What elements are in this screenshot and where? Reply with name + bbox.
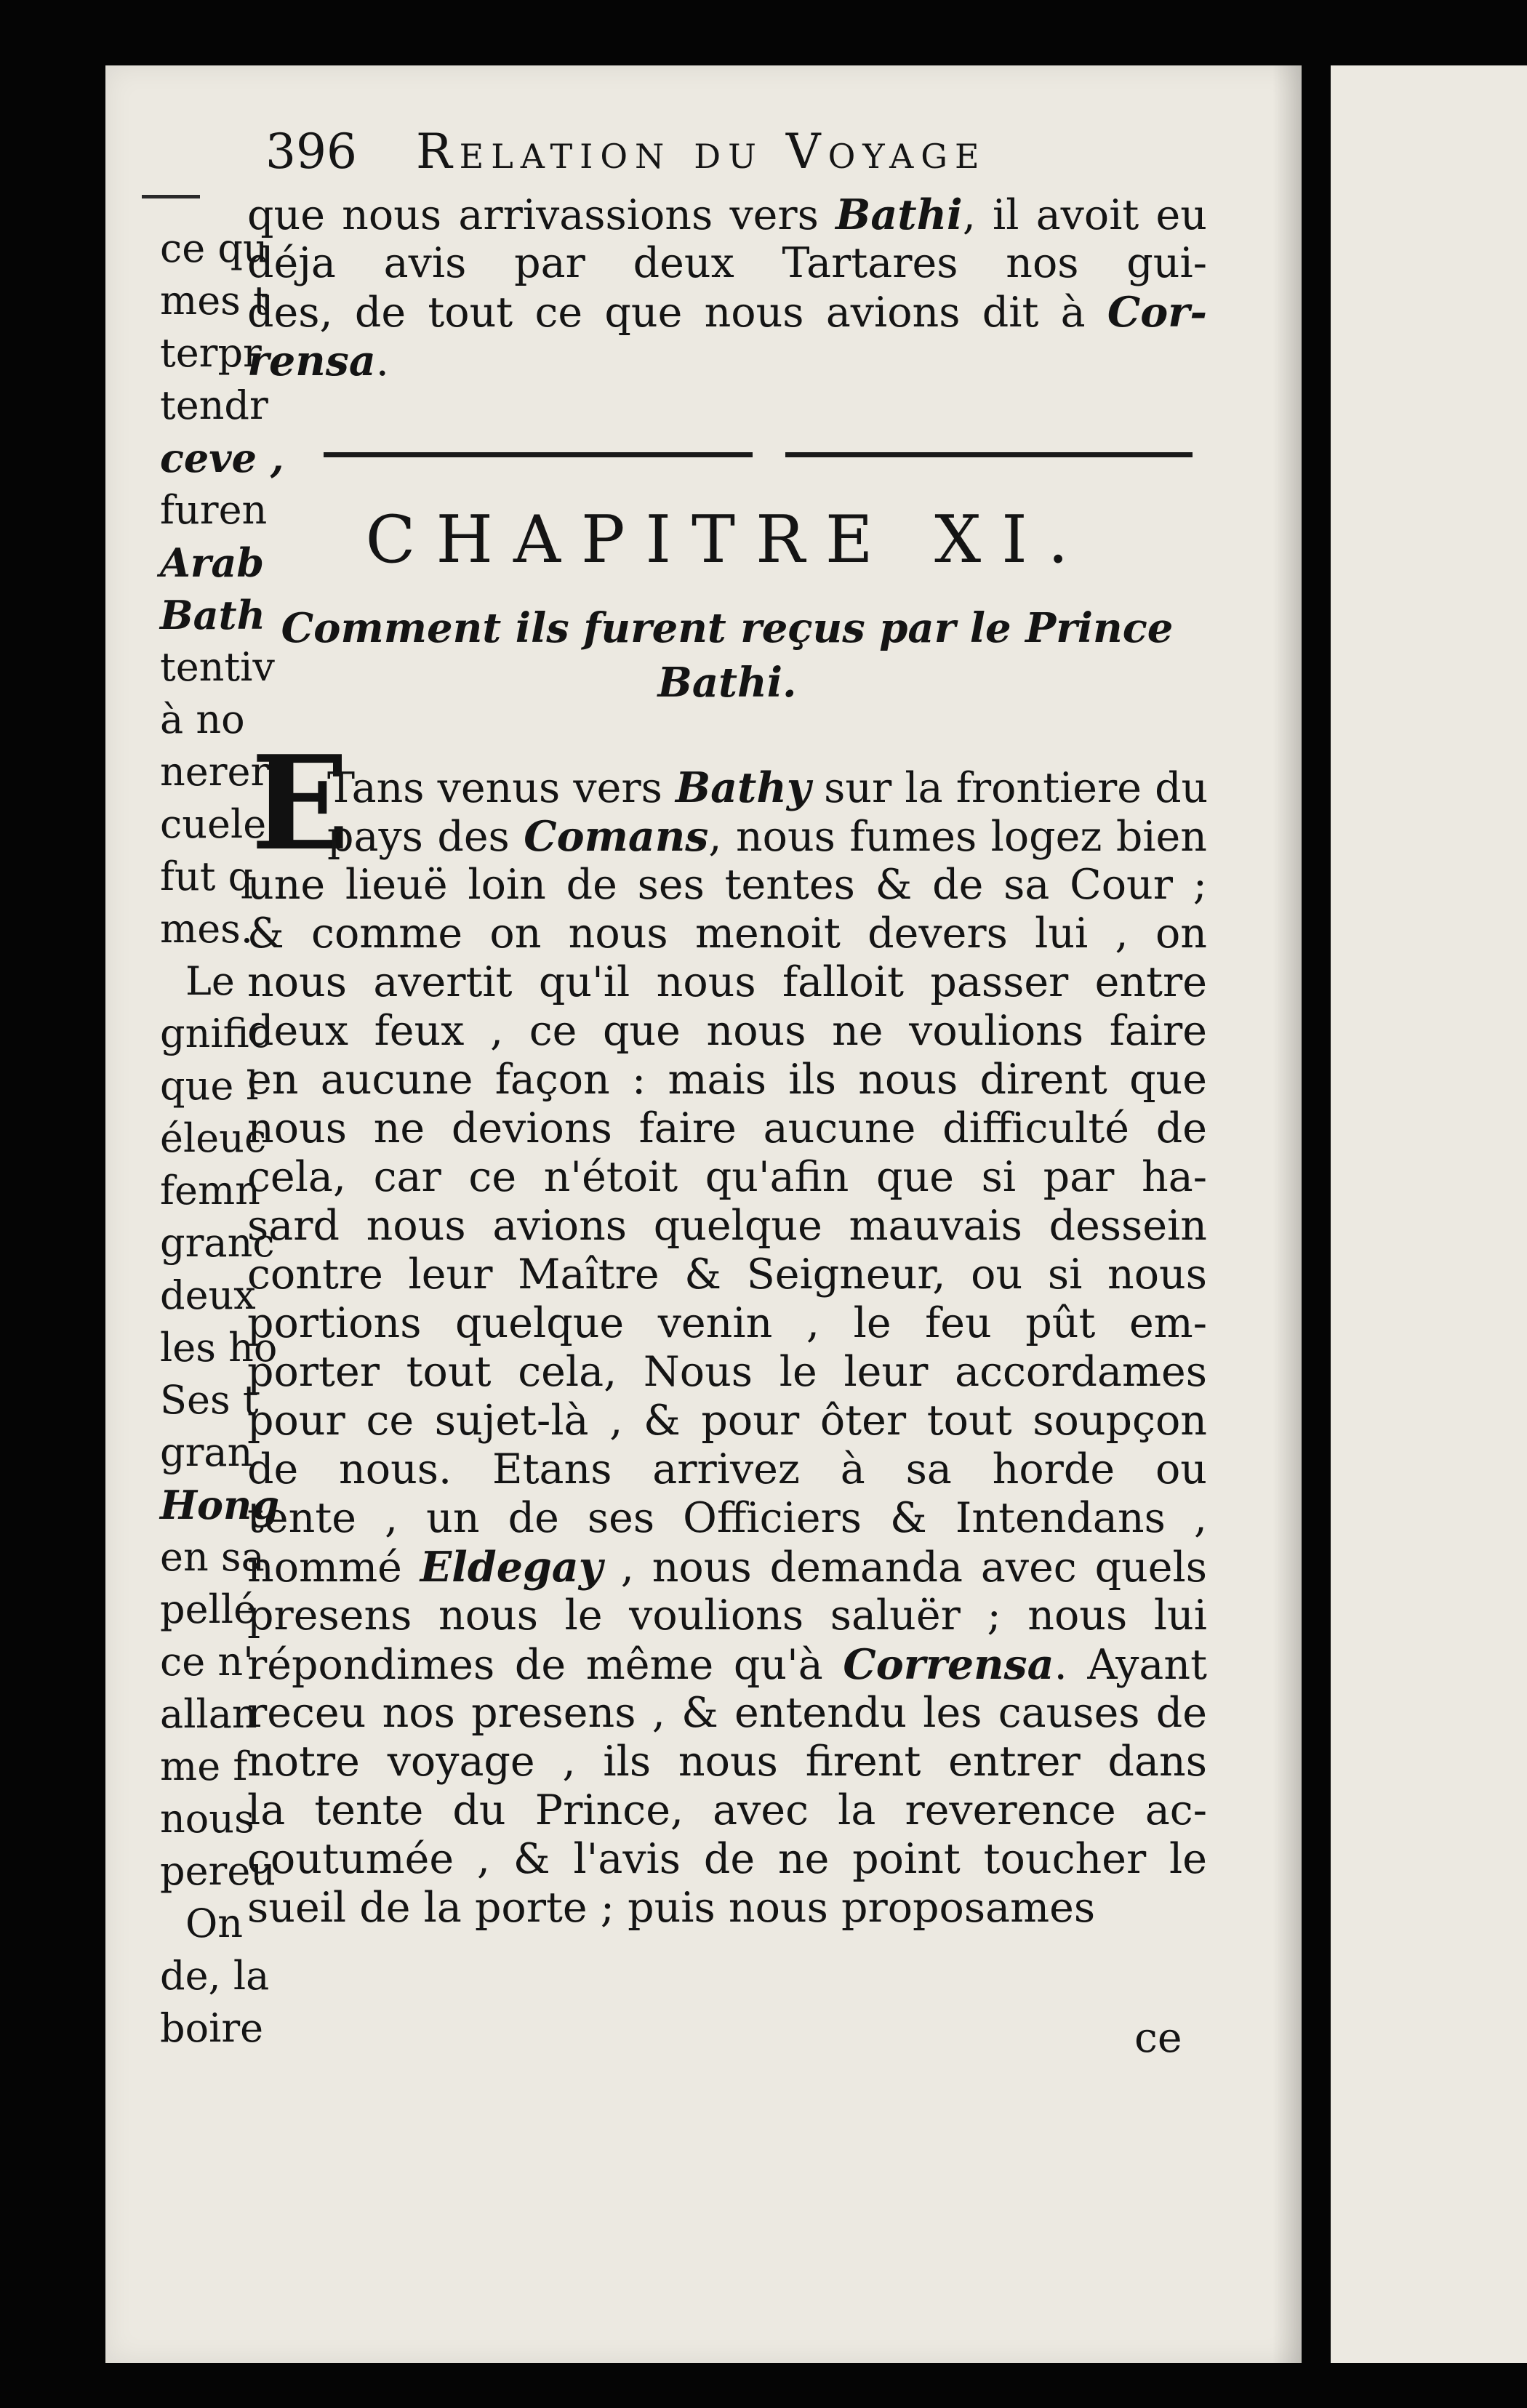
facing-page-line: furen: [160, 487, 268, 533]
chapter-subtitle-line-1: Comment ils furent reçus par le Prince: [281, 604, 1174, 652]
running-header: [265, 124, 987, 180]
facing-page-line: fut q: [160, 854, 254, 899]
facing-page-line: Hong: [160, 1482, 280, 1528]
facing-page-line: Le: [185, 958, 235, 1004]
facing-page-line: terpr: [160, 330, 262, 376]
facing-page-line: à no: [160, 697, 245, 742]
facing-page-line: me f: [160, 1743, 248, 1789]
text-line: rensa.: [247, 337, 389, 385]
facing-page-line: allan: [160, 1691, 257, 1737]
facing-page-line: les ho: [160, 1325, 278, 1370]
facing-page-line: gnific: [160, 1011, 271, 1056]
text-line: pour ce sujet-là , & pour ôter tout soupçon: [247, 1397, 1207, 1445]
facing-page-paper: [1331, 65, 1527, 2363]
text-line: déja avis par deux Tartares nos gui-: [247, 239, 1207, 287]
facing-page-line: que l: [160, 1063, 259, 1109]
facing-page-line: Arab: [160, 539, 265, 586]
text-line: Tans venus vers Bathy sur la frontiere du: [327, 763, 1209, 812]
text-line: portions quelque venin , le feu pût em-: [247, 1299, 1207, 1347]
rule-left: [324, 452, 753, 457]
text-line: nommé Eldegay , nous demanda avec quels: [247, 1543, 1207, 1592]
text-line: que nous arrivassions vers Bathi, il avoit eu: [247, 190, 1208, 239]
chapter-title: CHAPITRE XI.: [365, 502, 1089, 578]
facing-page-line: Ses t: [160, 1377, 259, 1423]
text-line: pays des Comans, nous fumes logez bien: [327, 812, 1207, 861]
facing-page-line: pereu: [160, 1848, 276, 1894]
page-number: 396: [265, 124, 357, 180]
facing-page-line: On: [185, 1901, 244, 1946]
text-line: presens nous le voulions saluër ; nous lui: [247, 1592, 1207, 1640]
facing-page-line: cuele: [160, 801, 267, 847]
text-line: sueil de la porte ; puis nous proposames: [247, 1884, 1096, 1932]
facing-page-line: ce n': [160, 1639, 254, 1685]
text-line: nous ne devions faire aucune difficulté de: [247, 1104, 1207, 1152]
text-line: sard nous avions quelque mauvais dessein: [247, 1202, 1207, 1250]
facing-page-line: ce qu: [160, 225, 268, 271]
facing-page-line: éleuc: [160, 1115, 267, 1161]
facing-page-line: nous: [160, 1796, 254, 1842]
text-line: tente , un de ses Officiers & Intendans ,: [247, 1494, 1207, 1542]
text-line: la tente du Prince, avec la reverence ac-: [247, 1786, 1207, 1834]
text-line: répondimes de même qu'à Corrensa. Ayant: [247, 1640, 1207, 1689]
facing-page-line: pellé: [160, 1586, 257, 1632]
text-line: cela, car ce n'étoit qu'afin que si par ha-: [247, 1153, 1207, 1201]
rule-right: [785, 452, 1193, 457]
facing-page-line: gran: [160, 1429, 253, 1475]
running-title: Relation du Voyage: [415, 124, 987, 180]
facing-page-line: mes t: [160, 278, 269, 324]
facing-page-line: Bath: [160, 592, 265, 638]
text-line: de nous. Etans arrivez à sa horde ou: [247, 1445, 1207, 1493]
facing-page-line: granc: [160, 1220, 275, 1266]
facing-page-line: en sa: [160, 1534, 265, 1580]
intro-paragraph: [247, 190, 1207, 385]
facing-page-line: femn: [160, 1168, 260, 1213]
text-line: nous avertit qu'il nous falloit passer entre: [247, 958, 1207, 1006]
facing-page-line: nerer: [160, 749, 270, 795]
body-paragraph: [247, 763, 1207, 1933]
facing-page-line: tentiv: [160, 644, 275, 690]
text-line: coutumée , & l'avis de ne point toucher le: [247, 1835, 1207, 1883]
margin-mark: [142, 195, 200, 198]
drop-cap: E: [251, 727, 350, 879]
text-line: des, de tout ce que nous avions dit à Cor-: [247, 288, 1207, 337]
text-line: deux feux , ce que nous ne voulions faire: [247, 1007, 1207, 1055]
chapter-subtitle-line-2: Bathi.: [657, 659, 797, 707]
catchword: ce: [1134, 2014, 1182, 2062]
text-line: receu nos presens , & entendu les causes de: [247, 1689, 1207, 1737]
text-line: & comme on nous menoit devers lui , on: [247, 910, 1207, 958]
text-line: contre leur Maître & Seigneur, ou si nous: [247, 1251, 1207, 1299]
facing-page-line: ceve ,: [160, 435, 284, 481]
facing-page-line: de, la: [160, 1953, 270, 1999]
text-line: porter tout cela, Nous le leur accordames: [247, 1348, 1207, 1396]
text-line: en aucune façon : mais ils nous dirent que: [247, 1056, 1207, 1104]
text-line: une lieuë loin de ses tentes & de sa Cour ;: [247, 861, 1207, 909]
facing-page-line: tendr: [160, 382, 268, 428]
text-line: notre voyage , ils nous firent entrer dans: [247, 1738, 1207, 1786]
facing-page-line: boire: [160, 2005, 264, 2051]
facing-page-line: mes.: [160, 906, 254, 952]
facing-page-line: deux: [160, 1272, 256, 1318]
